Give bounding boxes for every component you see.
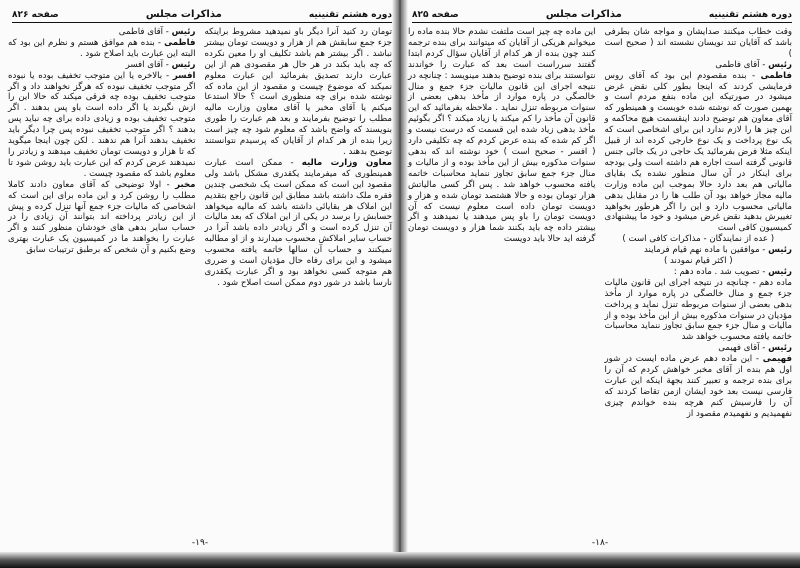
speech-text: تصویب شد . ماده دهم :	[673, 266, 760, 277]
speech-paragraph: رئیس - موافقین با ماده نهم قیام فرمایند	[644, 245, 792, 256]
speech-text: بالاخره یا این متوجب تخفیف بوده یا نبوده اگر متوجب تخفیف نبوده که هرگز نخواهند داد و اگر متوجب تخفیف بوده چه فرقی میکند که حالا این را ازش نگیرند یا اگر داده است باو پس بدهند . اگر متوجب تخفیف بوده و زیادی داده برای چه نباید پس بدهند ؟ اگر متوجب تخفیف نبوده پس چرا دیگر باید تخفیف بدهند آنرا هم ندهند . لکن چون اینجا میگوید که تا هزار و دویست تومان تخفیف میدهند و زیادتر را نمیدهند عرض کردم که این عبارت باید روشن شود تا معلوم باشد که مقصود چیست .	[8, 70, 196, 179]
speaker-name: فاطمی	[164, 37, 196, 48]
column-left	[408, 27, 596, 245]
speech-paragraph: معاون وزارت مالیه - ممکن است عبارت همینطوری که میفرمایند یکقدری مشکل باشد ولی مقصود این است که ممکن است یک شخصی چندین فقره ملک داشته باشد مطابق این قانون راجع بتقدیم این املاک هر بقایائی داشته باشد که مالیه میخواهد حسابش را برسد در یکی از این املاک که بعد مالیات آن تنزل کرده است و اگر زیادتر داده باشد آنرا در حساب سایر املاکش محسوب میدارند و از او مطالبه نمیکنند و حساب آن سالها خاتمه یافته محسوب میشود و این برای رفاه حال مؤدیان است و ضرری هم متوجه کسی نخواهد بود و اگر عبارت یکقدری نارسا باشد در شور دوم ممکن است اصلاح شود .	[204, 157, 392, 288]
speech-paragraph: فاطمی - بنده مقصودم این بود که آقای روس فرمایشی کردند که اینجا بطور کلی نقض غرض میشود در صورتیکه این ماده بنفع مردم است و بهمین صورت که نوشته شده خوبست و همینطور که آقای معاون هم توضیح دادند اینقسمت هیچ محاکمه و این چیز ها را لازم ندارد این برای اشخاصی است که یک نوع پرداخت و یک نوع خارجی کرده اند از قبیل اینکه مثلا فرض بفرمائید یک حاجی در یک جائی جنس قانونی گرفته است اجاره هم داشته است ولی بودجه برای اینکار در آن سال منظور نشده یک بقایای مالیاتی هم بعد دارد حالا بموجب این ماده وزارت مالیه مجاز خواهد بود آن طلب ها را در مقابل بدهی مالیاتی محسوب دارد و این را اگر هرطور بخواهید تغییرش بدهید نقض غرض میشود و خود ما پیشنهادی کمیسیون کافی است	[604, 70, 792, 234]
speech-text: آقای فاطمی	[118, 27, 164, 37]
page-number-label: صفحه ۸۲۵	[412, 10, 459, 20]
footer-page-number: -۱۹-	[191, 538, 209, 548]
footer-page-number: -۱۸-	[591, 538, 609, 548]
text-paragraph: تومان رد کنید آنرا دیگر باو نمیدهید مشروط براینکه جزء جمع سابقش هم از هزار و دویست تومان بیشتر نباشد . اگر بیشتر هم باشد تکلیف او را معین نکرده که چه باید بکند در هر حال هر مقصودی هم از این عبارت دارند تصدیق بفرمائید این عبارت معلوم نمیکند که موضوع چیست و مقصود از این ماده که نوشته شده برای چه منظوری است ؟ حالا استدعا میکنم یا آقای مخبر یا آقای معاون وزارت مالیه مطلب را توضیح بفرمایند و بعد هم عبارت را طوری بنویسند که واضح باشد که معلوم شود چه چیز است زیرا بنده از هر کدام از آقایان که پرسیدم نتوانستند توضیح بدهند .	[204, 27, 392, 157]
book-spine-shadow	[392, 0, 408, 568]
speaker-name: افسر	[172, 70, 196, 81]
scan-bottom-edge	[0, 552, 800, 568]
page-header	[12, 6, 392, 23]
column-right	[605, 27, 793, 420]
speaker-name: فهیمی	[762, 354, 792, 365]
page-826	[0, 0, 400, 556]
page-825	[400, 0, 800, 556]
speaker-name: رئیس	[768, 266, 792, 277]
speech-text: آقای فاطمی	[715, 59, 760, 70]
speech-text: بنده هم موافق هستم و نظرم این بود که البته این عبارت باید اصلاح شود .	[8, 37, 196, 59]
volume-label: دوره هشتم تقنینیه	[708, 10, 792, 20]
speaker-name: رئیس	[171, 27, 196, 37]
speech-paragraph: رئیس - آقای فاطمی	[118, 27, 196, 37]
column-left	[8, 27, 196, 256]
speaker-name: رئیس	[768, 245, 792, 256]
speech-text: ممکن است عبارت همینطوری که میفرمایند یکقدری مشکل باشد ولی مقصود این است که ممکن است یک شخصی چندین فقره ملک داشته باشد مطابق این قانون راجع بتقدیم این املاک هر بقایائی داشته باشد که مالیه میخواهد حسابش را برسد در یکی از این املاک که بعد مالیات آن تنزل کرده است و اگر زیادتر داده باشد آنرا در حساب سایر املاکش محسوب میدارند و از او مطالبه نمیکنند و حساب آن سالها خاتمه یافته محسوب میشود و این برای رفاه حال مؤدیان است و ضرری هم متوجه کسی نخواهد بود و اگر عبارت یکقدری نارسا باشد در شور دوم ممکن است اصلاح شود .	[204, 157, 392, 288]
speaker-name: مخبر	[175, 179, 196, 190]
speech-paragraph: رئیس - آقای فهیمی	[718, 343, 792, 354]
speech-text: موافقین با ماده نهم قیام فرمایند	[644, 245, 760, 256]
speech-paragraph: مخبر - اولا توضیحی که آقای معاون دادند کاملا مطلب را روشن کرد و این ماده برای این است که اشخاصی که مالیات جزء جمع آنها تنزل کرده و پیش از این زیادتر پرداخته اند بتوانند آن زیادی را در حساب سایر بدهی های خودشان منظور کنند و اگر عبارت را بخواهند ما در کمیسیون یک عبارت بهتری وضع بکنیم و آن شخص که برطبق ترتیبات سابق	[8, 179, 196, 256]
speaker-name: فاطمی	[760, 70, 792, 81]
speaker-name: رئیس	[768, 343, 792, 354]
speech-text: آقای فهیمی	[718, 343, 760, 354]
column-right	[205, 27, 393, 289]
speech-text: آقای افسر	[125, 59, 164, 70]
speech-paragraph: رئیس - آقای افسر	[125, 59, 196, 70]
speaker-name: رئیس	[768, 59, 792, 70]
procedural-note: ( اکثر قیام نمودند )	[663, 256, 733, 267]
text-paragraph: وقت خطاب میکنند صدایشان و مواجه شان بطرفی باشد که آقایان تند نویسان نشسته اند ( صحیح است )	[604, 27, 792, 59]
page-number-label: صفحه ۸۲۶	[12, 10, 59, 20]
speaker-name: رئیس	[171, 59, 196, 70]
speech-paragraph: رئیس - آقای فاطمی	[715, 59, 792, 70]
speech-text: اولا توضیحی که آقای معاون دادند کاملا مطلب را روشن کرد و این ماده برای این است که اشخاصی که مالیات جزء جمع آنها تنزل کرده و پیش از این زیادتر پرداخته اند بتوانند آن زیادی را در حساب سایر بدهی های خودشان منظور کنند و اگر عبارت را بخواهند ما در کمیسیون یک عبارت بهتری وضع بکنیم و آن شخص که برطبق ترتیبات سابق	[8, 179, 196, 256]
speech-paragraph: فاطمی - بنده هم موافق هستم و نظرم این بود که البته این عبارت باید اصلاح شود .	[8, 37, 196, 59]
text-paragraph: این ماده چه چیز است ملتفت نشدم حالا بنده ماده را میخوانم هریکی از آقایان که میتوانند برای بنده ترجمه کنند چون بنده از هر کدام از آقایان سؤال کردم ابتدا گفتند سرراست است بعد که عبارت را خواندند نتوانستند برای بنده توضیح بدهند مینویسد : چنانچه در نتیجه اجرای این قانون مالیات جزء جمع و منال خالصگی در پاره موارد از مأخذ بدهی بعضی از سنوات مربوطه تنزل نماید . ملاحظه بفرمائید که این قانون آن مأخذ را کم میکند یا زیاد میکند ؟ اگر بگوئیم مأخذ بدهی زیاد شده این قسمت که درست نیست و اگر کم شده که بنده عرض کردم که چه تکلیفی دارد ( افسر - صحیح است ) خود نوشته اند که بدهی سنوات مذکوره بیش از این مأخذ بوده و از مالیات و منال جزء جمع سابق تجاوز ننماید محاسبات خاتمه یافته محسوب خواهد شد . پس اگر کسی مالیاتش هزار تومان بوده و حالا هشتصد تومان شده و هزار و دویست تومان داده است معلوم نیست که آن دویست تومان را باو پس میدهند یا نمیدهند و اگر بیشتر داده چه باید بکنند شما هزار و دویست تومان گرفته اید حالا باید دویست	[408, 27, 596, 245]
text-columns	[8, 27, 392, 535]
running-title: مذاکرات مجلس	[545, 9, 622, 20]
speech-paragraph: رئیس - تصویب شد . ماده دهم :	[673, 266, 792, 277]
speaker-name: معاون وزارت مالیه	[301, 157, 392, 168]
volume-label: دوره هشتم تقنینیه	[308, 10, 392, 20]
text-columns	[408, 27, 792, 535]
running-title: مذاکرات مجلس	[145, 9, 222, 20]
speech-paragraph: افسر - بالاخره یا این متوجب تخفیف بوده یا نبوده اگر متوجب تخفیف نبوده که هرگز نخواهند داد و اگر متوجب تخفیف بوده چه فرقی میکند که حالا این را ازش نگیرند یا اگر داده است باو پس بدهند . اگر متوجب تخفیف بوده و زیادی داده برای چه نباید پس بدهند ؟ اگر متوجب تخفیف نبوده پس چرا دیگر باید تخفیف بدهند آنرا هم ندهند . لکن چون اینجا میگوید که تا هزار و دویست تومان تخفیف میدهند و زیادتر را نمیدهند عرض کردم که این عبارت باید روشن شود تا معلوم باشد که مقصود چیست .	[8, 70, 196, 179]
text-paragraph: ماده دهم - چنانچه در نتیجه اجرای این قانون مالیات جزء جمع و منال خالصگی در پاره موارد از مأخذ بدهی بعضی از سنوات مربوطه تنزل نماید و پرداخت مؤدیان در سنوات مذکوره بیش از این مأخذ بوده و از مالیات و منال جزء جمع سابق تجاوز ننماید محاسبات خاتمه یافته محسوب خواهد شد	[604, 277, 792, 343]
speech-text: بنده مقصودم این بود که آقای روس فرمایشی کردند که اینجا بطور کلی نقض غرض میشود در صورتیکه این ماده بنفع مردم است و بهمین صورت که نوشته شده خوبست و همینطور که آقای معاون هم توضیح دادند اینقسمت هیچ محاکمه و این چیز ها را لازم ندارد این برای اشخاصی است که یک نوع پرداخت و یک نوع خارجی کرده اند از قبیل اینکه مثلا فرض بفرمائید یک حاجی در یک جائی جنس قانونی گرفته است اجاره هم داشته است ولی بودجه برای اینکار در آن سال منظور نشده یک بقایای مالیاتی هم بعد دارد حالا بموجب این ماده وزارت مالیه مجاز خواهد بود آن طلب ها را در مقابل بدهی مالیاتی محسوب دارد و این را اگر هرطور بخواهید تغییرش بدهید نقض غرض میشود و خود ما پیشنهادی کمیسیون کافی است	[604, 70, 792, 234]
page-header	[412, 6, 792, 23]
speech-paragraph: فهیمی - این ماده دهم عرض ماده ایست در شور اول هم بنده از آقای مخبر خواهش کردم که آن را برای بنده ترجمه و تعبیر کنند بجهة اینکه این عبارت فارسی نیست بعد خود ایشان ازمن تقاضا کردند که آن را فارسیش کنم هرچه بنده خواندم چیزی نفهمیدیم و نفهمیدم مقصود از	[604, 354, 792, 419]
procedural-note: ( عده از نمایندگان - مذاکرات کافی است )	[622, 234, 775, 245]
speech-text: این ماده دهم عرض ماده ایست در شور اول هم بنده از آقای مخبر خواهش کردم که آن را برای بنده ترجمه و تعبیر کنند بجهة اینکه این عبارت فارسی نیست بعد خود ایشان ازمن تقاضا کردند که آن را فارسیش کنم هرچه بنده خواندم چیزی نفهمیدیم و نفهمیدم مقصود از	[604, 354, 792, 419]
